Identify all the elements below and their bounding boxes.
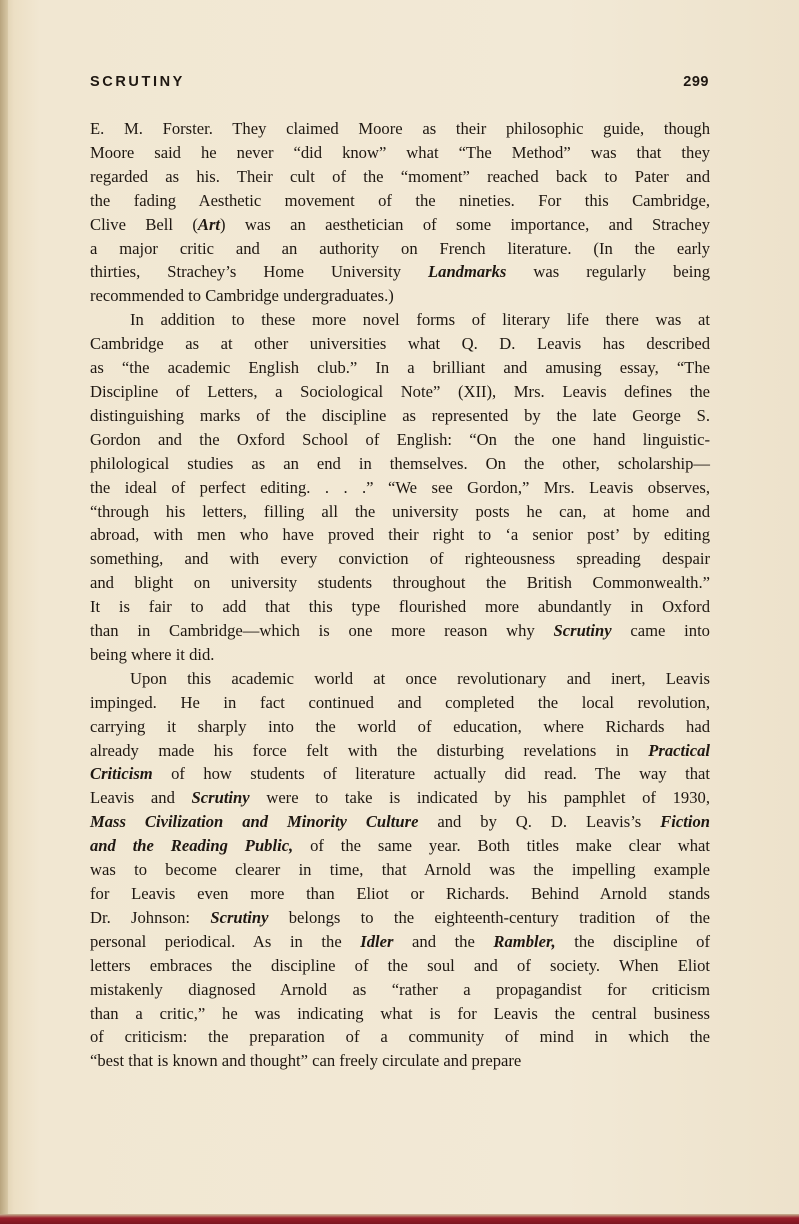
italic-title: Scrutiny	[553, 621, 612, 641]
text-line: mistakenly diagnosed Arnold as “rather a propagandist for criticism	[90, 979, 710, 999]
text-line: Mass Civilization and Minority Culture and by Q. D. Leavis’s Fiction	[90, 812, 710, 832]
text-line: Discipline of Letters, a Sociological Note” (XII), Mrs. Leavis defines the	[90, 381, 710, 401]
text-line: distinguishing marks of the discipline as represented by the late George S.	[90, 405, 710, 425]
text-line: Cambridge as at other universities what Q. D. Leavis has described	[90, 334, 710, 354]
text-line: being where it did.	[90, 644, 215, 664]
text-line: was to become clearer in time, that Arnold was the impelling example	[90, 860, 710, 880]
text-line: than a critic,” he was indicating what is for Leavis the central business	[90, 1003, 710, 1023]
page-binding-edge	[0, 0, 8, 1224]
text-line: personal periodical. As in the Idler and the Rambler, the discipline of	[90, 931, 710, 951]
text-line: Clive Bell (Art) was an aesthetician of some importance, and Strachey	[90, 214, 710, 234]
text-line: Criticism of how students of literature actually did read. The way that	[90, 764, 710, 784]
italic-title: Practical	[648, 740, 710, 760]
italic-title: Fiction	[660, 812, 710, 832]
text-line: letters embraces the discipline of the soul and of society. When Eliot	[90, 955, 710, 975]
text-line: already made his force felt with the disturbing revelations in Practical	[90, 740, 710, 760]
text-line: than in Cambridge—which is one more reason why Scrutiny came into	[90, 621, 710, 641]
text-line: regarded as his. Their cult of the “moment” reached back to Pater and	[90, 166, 710, 186]
text-line: recommended to Cambridge undergraduates.)	[90, 286, 394, 306]
page-number: 299	[683, 74, 709, 90]
paragraph	[90, 308, 710, 667]
journal-title: SCRUTINY	[90, 74, 185, 90]
text-line: “best that is known and thought” can freely circulate and prepare	[90, 1051, 522, 1071]
text-line: as “the academic English club.” In a brilliant and amusing essay, “The	[90, 358, 710, 378]
text-line: thirties, Strachey’s Home University Landmarks was regularly being	[90, 262, 710, 282]
text-line: “through his letters, filling all the university posts he can, at home and	[90, 501, 710, 521]
italic-title: Art	[197, 214, 221, 234]
paragraph	[90, 117, 710, 308]
italic-title: Mass Civilization and Minority Culture	[90, 812, 419, 832]
text-line: Leavis and Scrutiny were to take is indicated by his pamphlet of 1930,	[90, 788, 710, 808]
paragraph	[90, 667, 710, 1073]
body-text	[90, 117, 710, 1073]
text-line: Moore said he never “did know” what “The Method” was that they	[90, 142, 710, 162]
text-line: carrying it sharply into the world of education, where Richards had	[90, 716, 710, 736]
text-line: Upon this academic world at once revolutionary and inert, Leavis	[130, 668, 710, 688]
page-bottom-edge	[0, 1214, 799, 1224]
text-line: Dr. Johnson: Scrutiny belongs to the eighteenth-century tradition of the	[90, 907, 710, 927]
text-line: In addition to these more novel forms of literary life there was at	[130, 310, 710, 330]
text-line: philological studies as an end in themselves. On the other, scholarship—	[90, 453, 710, 473]
text-line: something, and with every conviction of righteousness spreading despair	[90, 549, 710, 569]
italic-title: Criticism	[90, 764, 153, 784]
text-line: E. M. Forster. They claimed Moore as their philosophic guide, though	[90, 119, 710, 138]
text-line: and blight on university students throughout the British Commonwealth.”	[90, 573, 710, 593]
text-line: Gordon and the Oxford School of English: “On the one hand linguistic-	[90, 429, 710, 449]
text-line: of criticism: the preparation of a community of mind in which the	[90, 1027, 710, 1047]
text-line: for Leavis even more than Eliot or Richards. Behind Arnold stands	[90, 884, 710, 903]
italic-title: Rambler,	[493, 931, 556, 951]
italic-title: Scrutiny	[191, 788, 250, 808]
text-line: impinged. He in fact continued and completed the local revolution,	[90, 692, 710, 712]
italic-title: Landmarks	[428, 262, 507, 282]
text-line: the fading Aesthetic movement of the nineties. For this Cambridge,	[90, 190, 710, 210]
italic-title: Scrutiny	[210, 907, 269, 927]
text-line: and the Reading Public, of the same year. Both titles make clear what	[90, 836, 710, 856]
text-line: the ideal of perfect editing. . . .” “We see Gordon,” Mrs. Leavis observes,	[90, 477, 710, 497]
running-head	[90, 74, 709, 96]
text-line: It is fair to add that this type flourished more abundantly in Oxford	[90, 597, 710, 617]
italic-title: and the Reading Public,	[90, 836, 294, 856]
text-line: abroad, with men who have proved their right to ‘a senior post’ by editing	[90, 525, 710, 545]
text-line: a major critic and an authority on French literature. (In the early	[90, 238, 710, 258]
italic-title: Idler	[360, 931, 394, 951]
